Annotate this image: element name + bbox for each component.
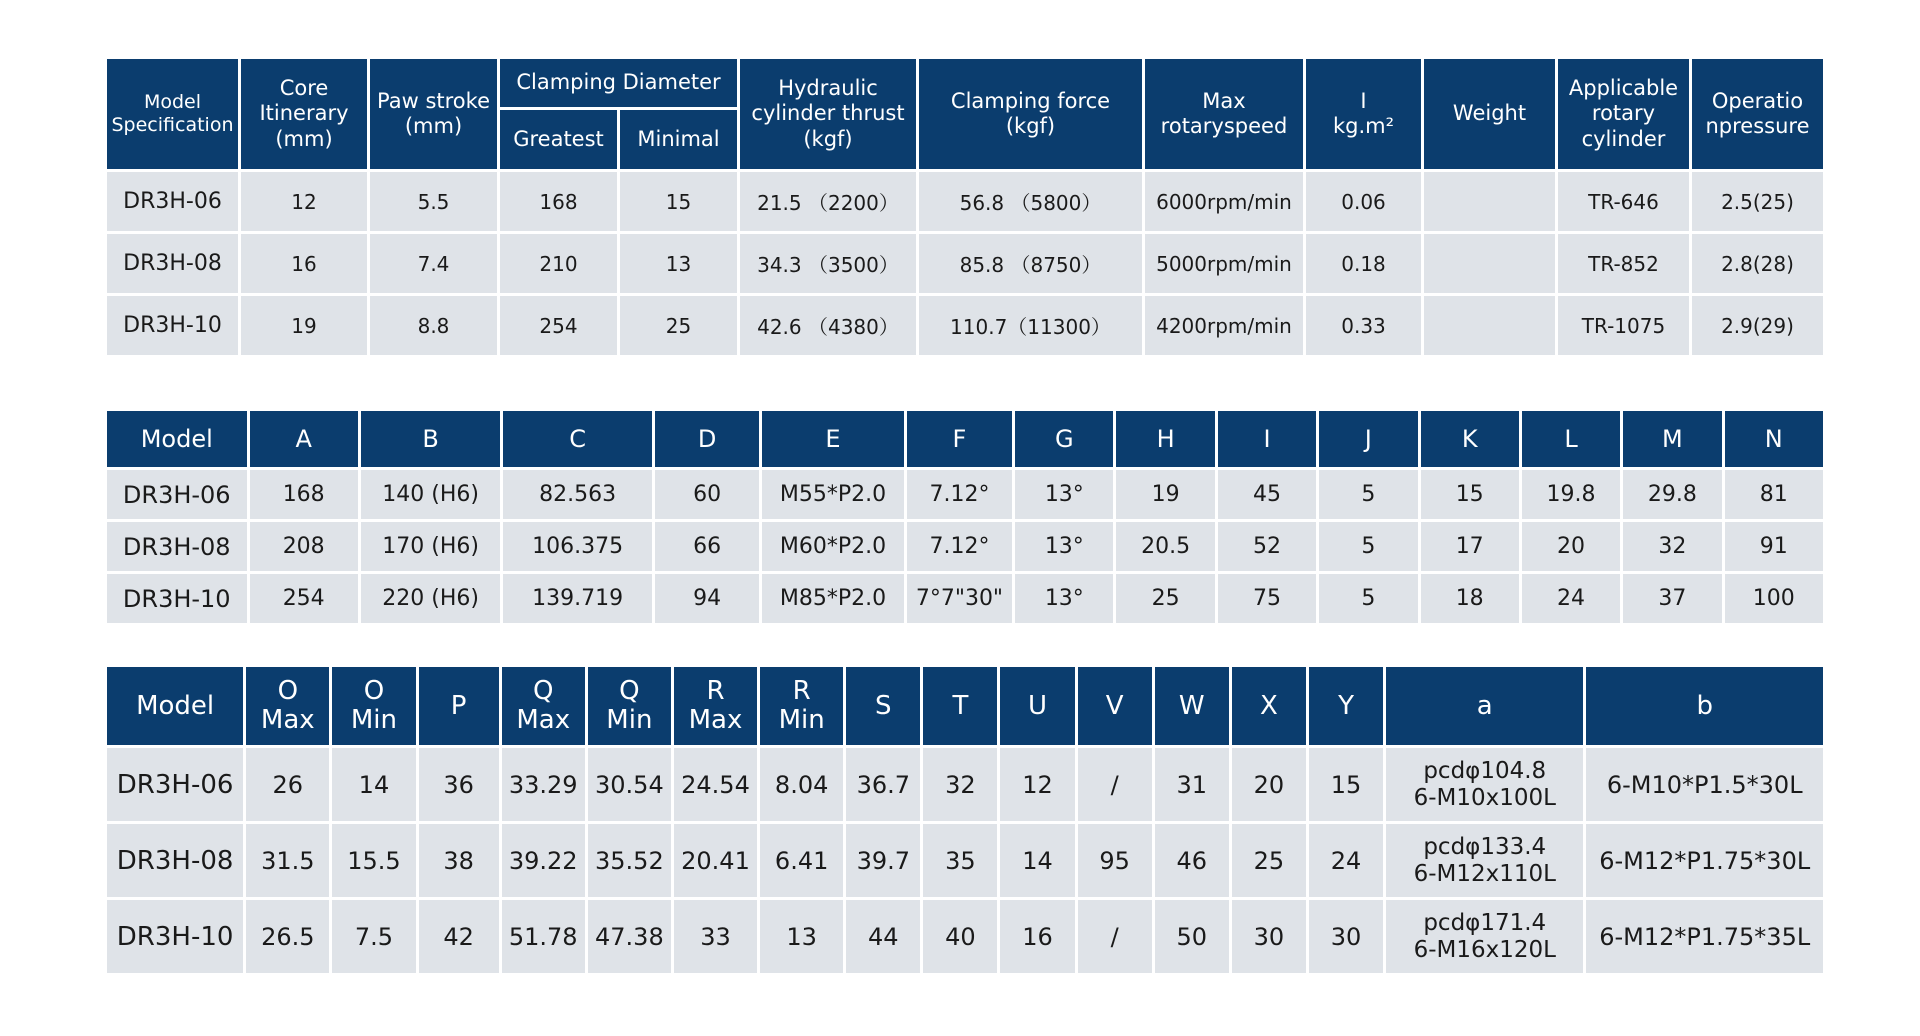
cell-greatest: 210 [500, 234, 617, 293]
cell-value: 32 [923, 748, 997, 821]
cell-value: 14 [1000, 824, 1074, 897]
header-col-15 [1386, 667, 1583, 745]
header-line: Model [136, 690, 215, 721]
cell-a-line: 6-M12x110L [1413, 860, 1556, 887]
cell-value: 13° [1015, 522, 1113, 571]
header-max-rotary-speed: Max rotaryspeed [1145, 59, 1303, 169]
cell-value: 20.41 [674, 824, 757, 897]
cell-value: / [1078, 900, 1152, 973]
header-col-0 [107, 667, 243, 745]
header-col-1 [246, 667, 329, 745]
cell-value: M55*P2.0 [762, 470, 904, 519]
cell-core: 16 [241, 234, 367, 293]
cell-value: 16 [1000, 900, 1074, 973]
header-line: Q [619, 676, 640, 707]
cell-value: 7.12° [907, 522, 1012, 571]
header-col-4 [502, 667, 585, 745]
cell-value: 36 [419, 748, 499, 821]
table-row [107, 900, 1823, 973]
cell-value: / [1078, 748, 1152, 821]
cell-value: 5 [1319, 574, 1417, 623]
cell-value: 208 [250, 522, 358, 571]
cell-a [1386, 900, 1583, 973]
dimensions-table-a-n [104, 408, 1826, 626]
cell-a-line: pcdφ133.4 [1423, 834, 1547, 861]
cell-core: 19 [241, 296, 367, 355]
header-greatest: Greatest [500, 110, 617, 169]
cell-value: 95 [1078, 824, 1152, 897]
cell-model: DR3H-06 [107, 172, 238, 231]
header-line: W [1178, 690, 1205, 721]
cell-inertia: 0.33 [1306, 296, 1421, 355]
cell-model: DR3H-06 [107, 470, 247, 519]
header-line: Max [260, 705, 315, 735]
header-col-10 [1000, 667, 1074, 745]
header-minimal: Minimal [620, 110, 737, 169]
cell-speed: 6000rpm/min [1145, 172, 1303, 231]
header-col-12 [1155, 667, 1229, 745]
header-line: Max [688, 705, 743, 735]
header-col-12: L [1522, 411, 1620, 467]
cell-value: 39.22 [502, 824, 585, 897]
cell-value: 170 (H6) [361, 522, 501, 571]
cell-value: 29.8 [1623, 470, 1721, 519]
cell-inertia: 0.06 [1306, 172, 1421, 231]
cell-value: 7.5 [332, 900, 415, 973]
cell-value: 100 [1725, 574, 1823, 623]
header-operation-pressure: Operatio npressure [1692, 59, 1823, 169]
cell-paw: 8.8 [370, 296, 497, 355]
cell-speed: 5000rpm/min [1145, 234, 1303, 293]
cell-value: 35.52 [588, 824, 671, 897]
cell-value: 8.04 [760, 748, 843, 821]
table-row [107, 574, 1823, 623]
header-col-3: C [503, 411, 652, 467]
cell-value: 13° [1015, 574, 1113, 623]
header-col-2 [332, 667, 415, 745]
cell-cylinder: TR-646 [1558, 172, 1689, 231]
cell-value: 13° [1015, 470, 1113, 519]
cell-value: 35 [923, 824, 997, 897]
cell-value: 33 [674, 900, 757, 973]
cell-value: 30.54 [588, 748, 671, 821]
cell-pressure: 2.5(25) [1692, 172, 1823, 231]
cell-value: 140 (H6) [361, 470, 501, 519]
cell-model: DR3H-08 [107, 234, 238, 293]
header-model-specification: Model Specification [107, 59, 238, 169]
header-line: T [952, 690, 969, 721]
header-col-9 [923, 667, 997, 745]
cell-pressure: 2.9(29) [1692, 296, 1823, 355]
header-col-11: K [1421, 411, 1519, 467]
table-row [107, 522, 1823, 571]
cell-model: DR3H-08 [107, 522, 247, 571]
cell-value: 50 [1155, 900, 1229, 973]
cell-value: 7.12° [907, 470, 1012, 519]
header-col-14: N [1725, 411, 1823, 467]
cell-a-line: 6-M16x120L [1413, 936, 1556, 963]
cell-value: 75 [1218, 574, 1316, 623]
cell-model: DR3H-10 [107, 574, 247, 623]
cell-pressure: 2.8(28) [1692, 234, 1823, 293]
cell-value: 20 [1232, 748, 1306, 821]
cell-value: 5 [1319, 522, 1417, 571]
cell-value: 168 [250, 470, 358, 519]
header-line: O [277, 676, 299, 707]
cell-minimal: 25 [620, 296, 737, 355]
cell-value: 94 [655, 574, 759, 623]
cell-model: DR3H-10 [107, 900, 243, 973]
cell-value: 17 [1421, 522, 1519, 571]
cell-greatest: 254 [500, 296, 617, 355]
cell-value: 12 [1000, 748, 1074, 821]
cell-inertia: 0.18 [1306, 234, 1421, 293]
cell-value: 30 [1232, 900, 1306, 973]
header-line: R [706, 676, 725, 707]
table-row [107, 234, 1823, 293]
cell-value: 20.5 [1116, 522, 1214, 571]
cell-value: 31 [1155, 748, 1229, 821]
cell-cylinder: TR-1075 [1558, 296, 1689, 355]
cell-value: 24 [1309, 824, 1383, 897]
header-clamping-force: Clamping force (kgf) [919, 59, 1142, 169]
cell-value: 60 [655, 470, 759, 519]
cell-value: 44 [846, 900, 920, 973]
header-col-10: J [1319, 411, 1417, 467]
cell-value: 18 [1421, 574, 1519, 623]
cell-force: 85.8 （8750） [919, 234, 1142, 293]
header-line: b [1696, 690, 1713, 721]
header-line: S [875, 690, 892, 721]
cell-value: 38 [419, 824, 499, 897]
cell-value: 42 [419, 900, 499, 973]
cell-core: 12 [241, 172, 367, 231]
header-col-8 [846, 667, 920, 745]
cell-b: 6-M12*P1.75*30L [1586, 824, 1823, 897]
cell-value: 37 [1623, 574, 1721, 623]
cell-b: 6-M10*P1.5*30L [1586, 748, 1823, 821]
cell-value: 45 [1218, 470, 1316, 519]
cell-value: 15.5 [332, 824, 415, 897]
cell-value: 33.29 [502, 748, 585, 821]
dimensions-table-o-b [104, 664, 1826, 976]
cell-value: 40 [923, 900, 997, 973]
header-line: U [1028, 690, 1048, 721]
header-col-4: D [655, 411, 759, 467]
header-col-11 [1078, 667, 1152, 745]
header-col-3 [419, 667, 499, 745]
cell-value: 5 [1319, 470, 1417, 519]
cell-value: 6.41 [760, 824, 843, 897]
cell-value: 26.5 [246, 900, 329, 973]
header-core-itinerary: Core Itinerary (mm) [241, 59, 367, 169]
cell-value: 46 [1155, 824, 1229, 897]
header-col-13: M [1623, 411, 1721, 467]
cell-minimal: 13 [620, 234, 737, 293]
cell-value: 39.7 [846, 824, 920, 897]
cell-value: 254 [250, 574, 358, 623]
header-col-6 [674, 667, 757, 745]
cell-weight [1424, 296, 1555, 355]
header-col-8: H [1116, 411, 1214, 467]
cell-value: 19 [1116, 470, 1214, 519]
header-line: Q [532, 676, 554, 707]
cell-value: 36.7 [846, 748, 920, 821]
cell-minimal: 15 [620, 172, 737, 231]
cell-value: M85*P2.0 [762, 574, 904, 623]
header-applicable-cylinder: Applicable rotary cylinder [1558, 59, 1689, 169]
cell-paw: 7.4 [370, 234, 497, 293]
header-paw-stroke: Paw stroke (mm) [370, 59, 497, 169]
cell-value: 24 [1522, 574, 1620, 623]
cell-model: DR3H-06 [107, 748, 243, 821]
cell-value: 26 [246, 748, 329, 821]
cell-thrust: 42.6 （4380） [740, 296, 916, 355]
cell-value: 20 [1522, 522, 1620, 571]
header-col-13 [1232, 667, 1306, 745]
spec-table [104, 56, 1826, 358]
header-weight: Weight [1424, 59, 1555, 169]
header-col-2: B [361, 411, 501, 467]
cell-value: 15 [1309, 748, 1383, 821]
cell-model: DR3H-10 [107, 296, 238, 355]
cell-value: 14 [332, 748, 415, 821]
header-line: Min [606, 705, 653, 735]
header-line: R [792, 676, 811, 707]
header-clamping-diameter: Clamping Diameter [500, 59, 737, 107]
cell-value: 52 [1218, 522, 1316, 571]
header-line: Min [778, 705, 825, 735]
cell-value: 24.54 [674, 748, 757, 821]
cell-value: 47.38 [588, 900, 671, 973]
header-col-9: I [1218, 411, 1316, 467]
header-line: a [1476, 690, 1493, 721]
header-col-7 [760, 667, 843, 745]
cell-thrust: 34.3 （3500） [740, 234, 916, 293]
cell-value: 91 [1725, 522, 1823, 571]
cell-a-line: 6-M10x100L [1413, 784, 1556, 811]
table-row [107, 172, 1823, 231]
header-line: O [363, 676, 385, 707]
cell-value: M60*P2.0 [762, 522, 904, 571]
cell-weight [1424, 172, 1555, 231]
cell-value: 106.375 [503, 522, 652, 571]
cell-value: 51.78 [502, 900, 585, 973]
cell-force: 110.7（11300） [919, 296, 1142, 355]
header-line: V [1105, 690, 1124, 721]
header-line: Y [1338, 690, 1354, 721]
header-line: X [1260, 690, 1278, 721]
header-col-6: F [907, 411, 1012, 467]
cell-value: 13 [760, 900, 843, 973]
cell-thrust: 21.5 （2200） [740, 172, 916, 231]
cell-a-line: pcdφ104.8 [1423, 758, 1547, 785]
header-hydraulic-thrust: Hydraulic cylinder thrust (kgf) [740, 59, 916, 169]
cell-value: 15 [1421, 470, 1519, 519]
header-col-5: E [762, 411, 904, 467]
cell-cylinder: TR-852 [1558, 234, 1689, 293]
table-row [107, 296, 1823, 355]
table-row [107, 748, 1823, 821]
cell-a [1386, 748, 1583, 821]
cell-value: 25 [1232, 824, 1306, 897]
header-line: Max [516, 705, 571, 735]
cell-value: 66 [655, 522, 759, 571]
header-col-0: Model [107, 411, 247, 467]
header-line: Min [350, 705, 398, 735]
cell-a-line: pcdφ171.4 [1423, 910, 1547, 937]
cell-value: 81 [1725, 470, 1823, 519]
cell-value: 31.5 [246, 824, 329, 897]
cell-weight [1424, 234, 1555, 293]
header-col-5 [588, 667, 671, 745]
header-inertia: I kg.m² [1306, 59, 1421, 169]
table-row [107, 470, 1823, 519]
header-col-1: A [250, 411, 358, 467]
cell-value: 30 [1309, 900, 1383, 973]
cell-model: DR3H-08 [107, 824, 243, 897]
header-col-14 [1309, 667, 1383, 745]
cell-value: 82.563 [503, 470, 652, 519]
header-line: P [450, 690, 467, 721]
cell-greatest: 168 [500, 172, 617, 231]
cell-a [1386, 824, 1583, 897]
cell-value: 220 (H6) [361, 574, 501, 623]
table-row [107, 824, 1823, 897]
header-col-16 [1586, 667, 1823, 745]
cell-paw: 5.5 [370, 172, 497, 231]
cell-value: 139.719 [503, 574, 652, 623]
cell-value: 25 [1116, 574, 1214, 623]
cell-speed: 4200rpm/min [1145, 296, 1303, 355]
header-col-7: G [1015, 411, 1113, 467]
cell-value: 32 [1623, 522, 1721, 571]
cell-value: 7°7"30" [907, 574, 1012, 623]
cell-value: 19.8 [1522, 470, 1620, 519]
cell-b: 6-M12*P1.75*35L [1586, 900, 1823, 973]
cell-force: 56.8 （5800） [919, 172, 1142, 231]
